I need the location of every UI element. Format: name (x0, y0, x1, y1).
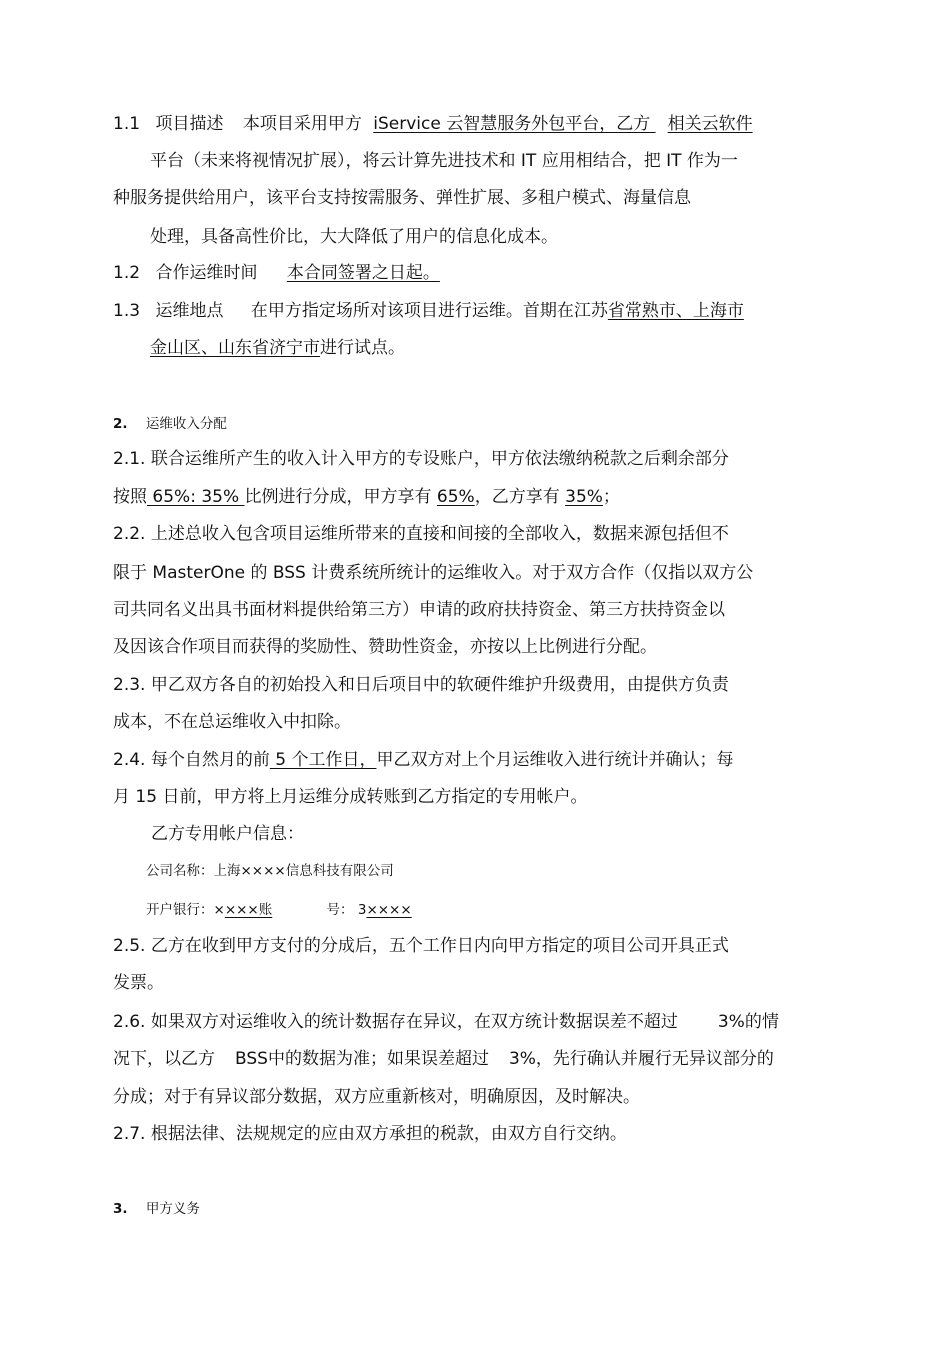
clause-1-3-line-2 (150, 337, 405, 359)
clause-text: BSS中的数据为准；如果误差超过 (235, 1049, 489, 1069)
clause-text: 况下，以乙方 (113, 1049, 215, 1069)
underlined-workdays: 5 个工作日， (269, 750, 377, 770)
clause-number: 1.1 (113, 114, 141, 134)
clause-2-2-line-3: 司共同名义出具书面材料提供给第三方）申请的政府扶持资金、第三方扶持资金以 (113, 600, 725, 620)
clause-text: 3%，先行确认并履行无异议部分的 (508, 1049, 774, 1069)
underlined-ratio: 65%: 35% (147, 487, 245, 507)
clause-2-5-line-2: 发票。 (113, 973, 164, 993)
underlined-software: 相关云软件 (667, 114, 753, 134)
clause-2-2-line-2: 限于 MasterOne 的 BSS 计费系统所统计的运维收入。对于双方合作（仅指以双方公 (113, 563, 754, 583)
clause-label: 项目描述 (155, 114, 224, 134)
underlined-party-b-share: 35% (565, 487, 603, 507)
underlined-platform-name: iService 云智慧服务外包平台，乙方 (373, 114, 656, 134)
clause-2-6-line-3: 分成；对于有异议部分数据，双方应重新核对，明确原因，及时解决。 (113, 1087, 640, 1107)
clause-2-5-line-1: 2.5. 乙方在收到甲方支付的分成后，五个工作日内向甲方指定的项目公司开具正式 (113, 936, 729, 956)
clause-text: 2.4. 每个自然月的前 (113, 750, 270, 770)
bank-value: ×××账 (224, 902, 273, 918)
underlined-location: 金山区、山东省济宁市 (150, 338, 320, 358)
clause-text: 2.6. 如果双方对运维收入的统计数据存在异议，在双方统计数据误差不超过 (113, 1012, 678, 1032)
clause-2-6-line-2 (113, 1048, 774, 1070)
clause-2-4-line-1 (113, 749, 733, 771)
clause-number: 1.2 (113, 263, 141, 283)
section-title: 运维收入分配 (145, 416, 227, 432)
underlined-party-a-share: 65% (436, 487, 475, 507)
clause-text: ，乙方享有 (474, 487, 566, 507)
bank-label: 开户银行：× (146, 902, 225, 918)
clause-2-1-line-1: 2.1. 联合运维所产生的收入计入甲方的专设账户，甲方依法缴纳税款之后剩余部分 (113, 449, 729, 469)
clause-label: 合作运维时间 (155, 263, 258, 283)
section-number: 2. (113, 416, 128, 432)
clause-2-7: 2.7. 根据法律、法规规定的应由双方承担的税款，由双方自行交纳。 (113, 1124, 627, 1144)
underlined-location: 省常熟市、上海市 (607, 301, 744, 321)
clause-2-3-line-1: 2.3. 甲乙双方各自的初始投入和日后项目中的软硬件维护升级费用，由提供方负责 (113, 675, 729, 695)
clause-text: 在甲方指定场所对该项目进行运维。首期在江苏 (250, 301, 608, 321)
clause-number: 1.3 (113, 301, 141, 321)
clause-1-1-line-2: 平台（未来将视情况扩展），将云计算先进技术和 IT 应用相结合，把 IT 作为一 (150, 151, 738, 171)
section-number: 3. (113, 1201, 128, 1217)
section-3-heading (113, 1198, 200, 1220)
clause-label: 运维地点 (155, 301, 224, 321)
clause-2-3-line-2: 成本，不在总运维收入中扣除。 (113, 712, 351, 732)
clause-2-6-line-1 (113, 1011, 779, 1033)
account-bank (146, 899, 412, 921)
clause-2-1-line-2 (113, 486, 620, 508)
clause-2-2-line-4: 及因该合作项目而获得的奖励性、赞助性资金，亦按以上比例进行分配。 (113, 637, 657, 657)
clause-1-3-line-1 (113, 300, 744, 322)
clause-text: ； (602, 487, 620, 507)
account-number-value: ×××× (366, 902, 412, 918)
section-title: 甲方义务 (145, 1201, 200, 1217)
account-number-label: 号： 3 (326, 902, 367, 918)
underlined-term: 本合同签署之日起。 (286, 263, 440, 283)
section-2-heading (113, 413, 227, 435)
clause-2-4-line-2: 月 15 日前，甲方将上月运维分成转账到乙方指定的专用帐户。 (113, 787, 588, 807)
account-info-title: 乙方专用帐户信息： (151, 824, 304, 844)
clause-text: 按照 (113, 487, 147, 507)
clause-1-1-line-3: 种服务提供给用户，该平台支持按需服务、弹性扩展、多租户模式、海量信息 (113, 188, 691, 208)
account-company: 公司名称：上海××××信息科技有限公司 (146, 863, 394, 879)
clause-1-1-line-1 (113, 113, 753, 135)
clause-text: 甲乙双方对上个月运维收入进行统计并确认；每 (376, 750, 734, 770)
clause-text: 本项目采用甲方 (242, 114, 362, 134)
clause-1-2 (113, 262, 440, 284)
clause-text: 比例进行分成，甲方享有 (244, 487, 437, 507)
clause-1-1-line-4: 处理，具备高性价比，大大降低了用户的信息化成本。 (150, 227, 558, 247)
clause-2-2-line-1: 2.2. 上述总收入包含项目运维所带来的直接和间接的全部收入，数据来源包括但不 (113, 524, 729, 544)
clause-text: 进行试点。 (320, 338, 405, 358)
clause-text: 3%的情 (717, 1012, 779, 1032)
